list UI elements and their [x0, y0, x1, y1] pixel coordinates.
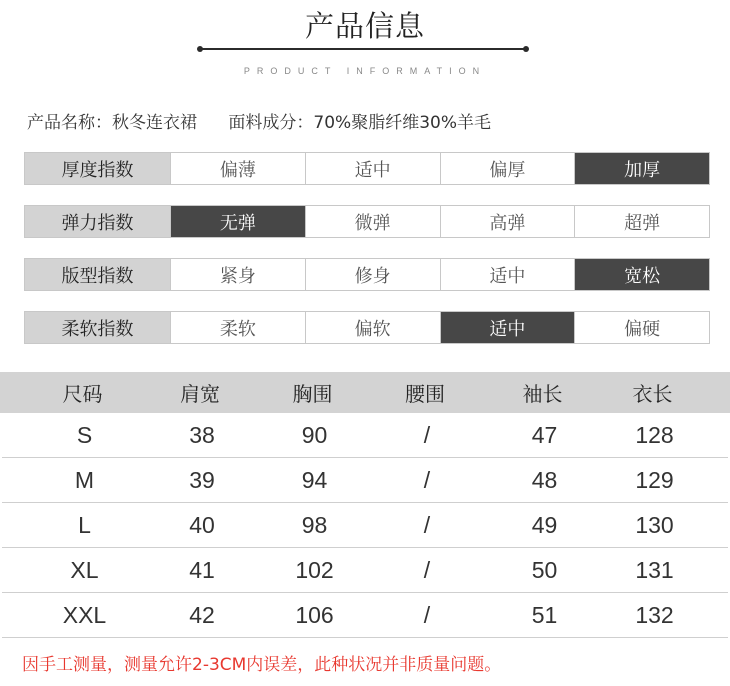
size-cell: 48 — [531, 466, 558, 493]
rating-option: 紧身 — [171, 259, 306, 290]
size-cell: 47 — [531, 421, 558, 448]
rating-option: 柔软 — [171, 312, 306, 343]
size-header-cell: 腰围 — [405, 382, 445, 406]
size-cell: 41 — [189, 556, 215, 583]
rating-option: 偏软 — [306, 312, 441, 343]
size-cell: 40 — [189, 511, 215, 538]
size-header-cell: 胸围 — [292, 382, 333, 406]
rating-option: 偏薄 — [171, 153, 306, 184]
table-row — [2, 458, 728, 503]
page-title: 产品信息 — [304, 9, 425, 43]
rating-row — [24, 258, 710, 291]
table-row — [2, 503, 728, 548]
size-header-cell: 衣长 — [632, 382, 673, 406]
product-info — [27, 108, 491, 133]
rating-option: 超弹 — [624, 212, 661, 234]
product-name: 产品名称：秋冬连衣裙 — [27, 113, 197, 133]
size-cell: / — [423, 601, 431, 628]
rating-option: 适中 — [306, 153, 441, 184]
size-cell: 132 — [635, 601, 674, 628]
size-table — [0, 372, 730, 638]
size-cell: / — [423, 511, 431, 538]
size-cell: S — [76, 421, 93, 448]
size-cell: XXL — [62, 601, 107, 628]
rating-option: 适中 — [441, 259, 576, 290]
size-cell: 51 — [531, 601, 558, 628]
size-cell: 49 — [531, 511, 558, 538]
size-cell: XL — [70, 556, 99, 583]
size-cell: 38 — [189, 421, 215, 448]
size-cell: 90 — [301, 421, 328, 448]
page-subtitle: PRODUCT INFORMATION — [243, 66, 487, 76]
size-header-cell: 尺码 — [62, 382, 103, 406]
rating-option-selected: 加厚 — [575, 153, 709, 184]
rating-row — [24, 152, 710, 185]
size-cell: 42 — [189, 601, 215, 628]
size-table-body — [0, 413, 730, 638]
size-cell: / — [423, 556, 431, 583]
rating-option: 偏硬 — [624, 318, 661, 340]
rating-option-selected: 适中 — [441, 312, 576, 343]
size-cell: L — [78, 511, 91, 538]
size-cell: 128 — [635, 421, 674, 448]
table-row — [2, 593, 728, 638]
size-cell: 94 — [301, 466, 328, 493]
size-cell: 106 — [295, 601, 334, 628]
measurement-note: 因手工测量，测量允许2-3CM内误差，此种状况并非质量问题。 — [22, 655, 502, 675]
size-cell: 50 — [531, 556, 558, 583]
size-cell: 129 — [635, 466, 674, 493]
rating-option: 高弹 — [441, 206, 576, 237]
size-cell: 131 — [635, 556, 674, 583]
product-fabric: 面料成分：70%聚脂纤维30%羊毛 — [228, 113, 491, 133]
rating-row — [24, 311, 710, 344]
rating-row — [24, 205, 710, 238]
table-row — [2, 548, 728, 593]
rating-label: 柔软指数 — [25, 312, 171, 343]
size-table-header — [0, 372, 730, 413]
size-cell: / — [423, 466, 431, 493]
rating-label: 厚度指数 — [25, 153, 171, 184]
rating-option-selected: 无弹 — [171, 206, 306, 237]
rating-option: 微弹 — [306, 206, 441, 237]
size-cell: 102 — [295, 556, 334, 583]
rating-option-selected: 宽松 — [575, 259, 709, 290]
size-cell: 39 — [189, 466, 215, 493]
size-cell: / — [423, 421, 431, 448]
size-cell: 98 — [301, 511, 328, 538]
table-row — [2, 413, 728, 458]
size-header-cell: 袖长 — [522, 382, 563, 406]
rating-option: 修身 — [306, 259, 441, 290]
size-header-cell: 肩宽 — [180, 382, 220, 406]
rating-label: 弹力指数 — [25, 206, 171, 237]
size-cell: 130 — [635, 511, 674, 538]
size-cell: M — [74, 466, 95, 493]
rating-option: 偏厚 — [441, 153, 576, 184]
title-divider — [200, 48, 526, 50]
rating-label: 版型指数 — [25, 259, 171, 290]
